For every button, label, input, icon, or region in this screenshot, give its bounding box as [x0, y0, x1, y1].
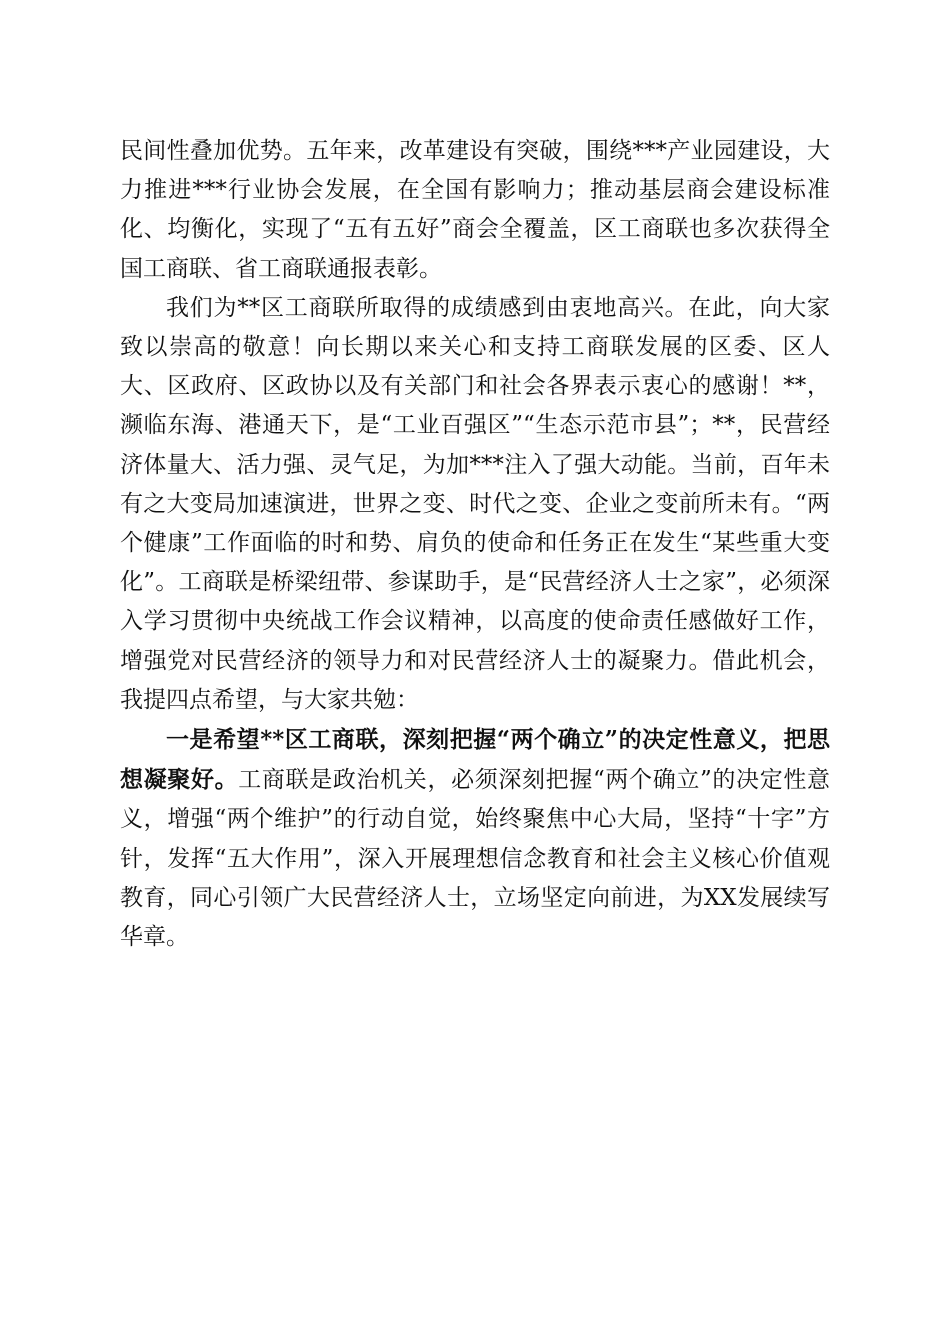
- document-page: [120, 132, 830, 957]
- paragraph-first-hope: [120, 720, 830, 957]
- paragraph-congratulations: [120, 289, 830, 720]
- paragraph-text: 我们为**区工商联所取得的成绩感到由衷地高兴。在此，向大家致以崇高的敬意！向长期以来关心和支持工商联发展的区委、区人大、区政府、区政协以及有关部门和社会各界表示衷心的感谢！**，濒临东海、港通天下，是“工业百强区”“生态示范市县”；**，民营经济体量大、活力强、灵气足，为加***注入了强大动能。当前，百年未有之大变局加速演进，世界之变、时代之变、企业之变前所未有。“两个健康”工作面临的时和势、肩负的使命和任务正在发生“某些重大变化”。工商联是桥梁纽带、参谋助手，是“民营经济人士之家”，必须深入学习贯彻中央统战工作会议精神，以高度的使命责任感做好工作，增强党对民营经济的领导力和对民营经济人士的凝聚力。借此机会，我提四点希望，与大家共勉：: [120, 294, 830, 713]
- paragraph-continuation: [120, 132, 830, 289]
- paragraph-text: 民间性叠加优势。五年来，改革建设有突破，围绕***产业园建设，大力推进***行业协会发展，在全国有影响力；推动基层商会建设标准化、均衡化，实现了“五有五好”商会全覆盖，区工商联也多次获得全国工商联、省工商联通报表彰。: [120, 138, 830, 282]
- paragraph-lead: 一是希望**区工商联，深刻把握“两个确立”的决定性意义，把思想凝聚好。: [120, 726, 830, 794]
- paragraph-text: 工商联是政治机关，必须深刻把握“两个确立”的决定性意义，增强“两个维护”的行动自觉，始终聚焦中心大局，坚持“十字”方针，发挥“五大作用”，深入开展理想信念教育和社会主义核心价值观教育，同心引领广大民营经济人士，立场坚定向前进，为XX发展续写华章。: [120, 767, 830, 951]
